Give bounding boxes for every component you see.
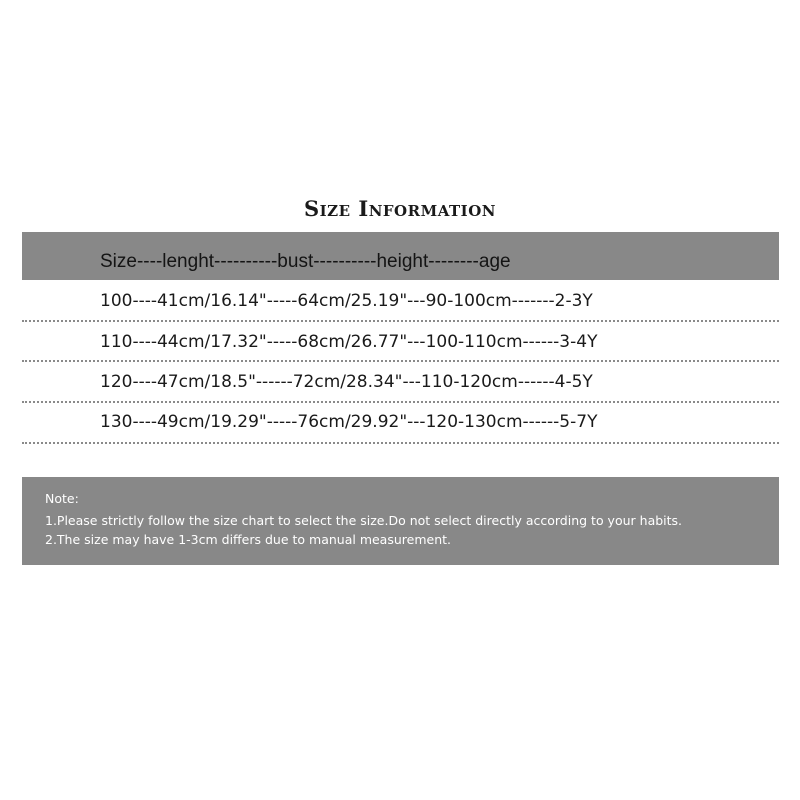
note-line: 1.Please strictly follow the size chart to select the size.Do not select directly according to your habits. — [45, 513, 683, 528]
table-row: 130----49cm/19.29"-----76cm/29.92"---120-130cm------5-7Y — [100, 412, 598, 432]
table-header: Size----lenght----------bust----------height--------age — [100, 251, 511, 272]
row-divider — [22, 401, 779, 403]
table-row: 110----44cm/17.32"-----68cm/26.77"---100-110cm------3-4Y — [100, 332, 598, 352]
row-divider — [22, 320, 779, 322]
table-row: 120----47cm/18.5"------72cm/28.34"---110-120cm------4-5Y — [100, 372, 593, 392]
row-divider — [22, 442, 779, 444]
row-divider — [22, 360, 779, 362]
table-row: 100----41cm/16.14"-----64cm/25.19"---90-100cm-------2-3Y — [100, 291, 593, 311]
page-title: Size Information — [304, 196, 496, 221]
note-line: 2.The size may have 1-3cm differs due to manual measurement. — [45, 532, 451, 547]
note-heading: Note: — [45, 491, 79, 506]
